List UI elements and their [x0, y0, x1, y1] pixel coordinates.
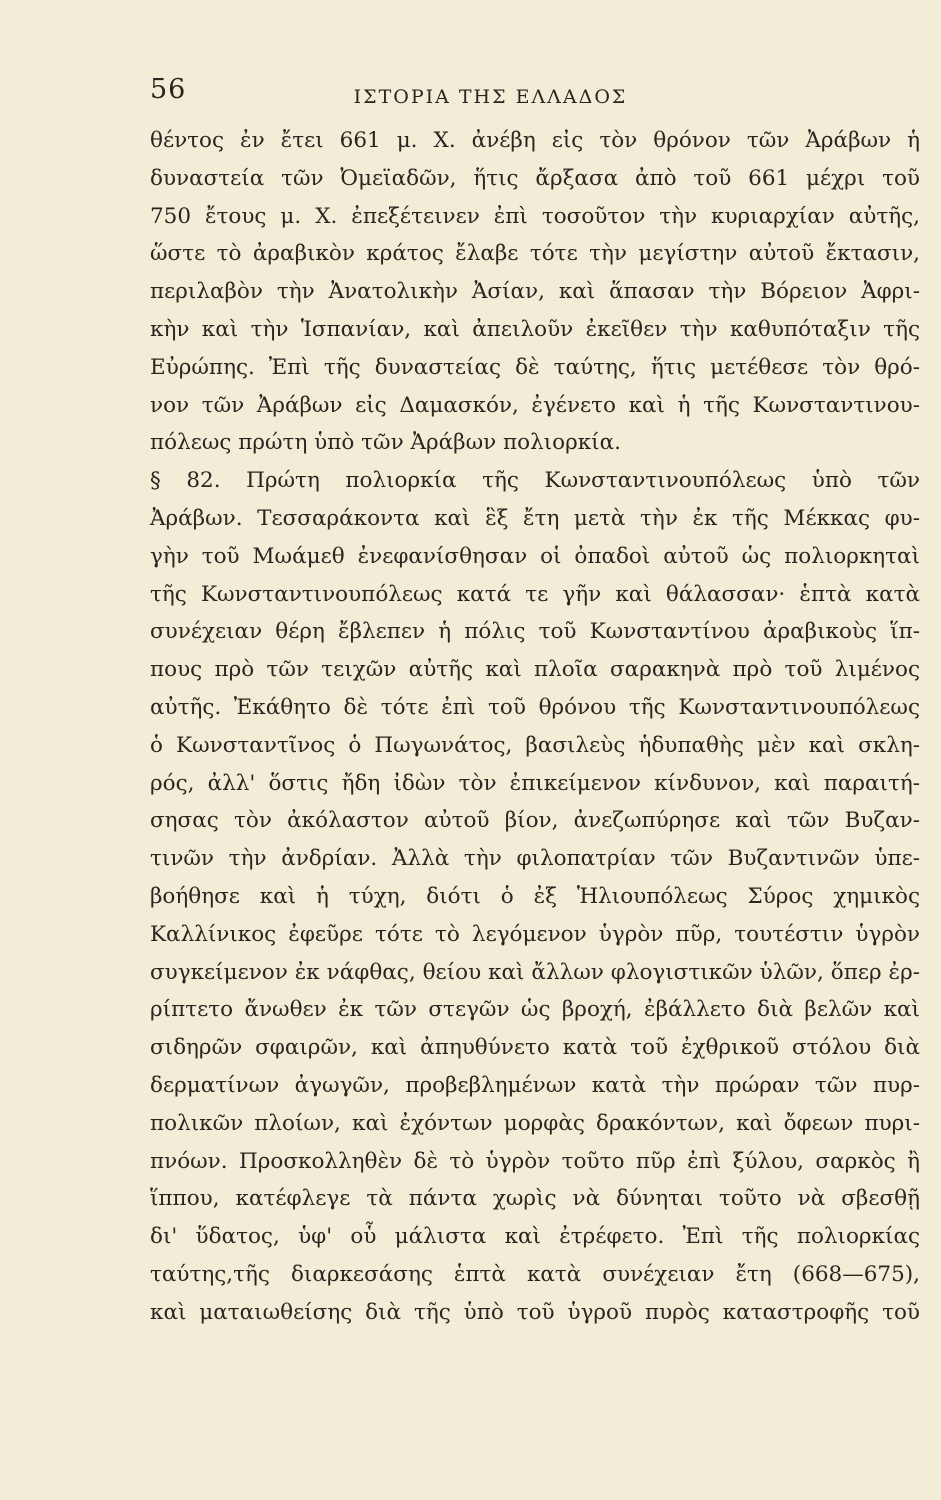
text-line: θέντος ἐν ἔτει 661 μ. Χ. ἀνέβη εἰς τὸν θρόνον τῶν Ἀράβων ἡ: [150, 128, 920, 153]
text-line: ρίπτετο ἄνωθεν ἐκ τῶν στεγῶν ὡς βροχή, ἐβάλλετο διὰ βελῶν καὶ: [150, 997, 920, 1023]
text-line: σιδηρῶν σφαιρῶν, καὶ ἀπηυθύνετο κατὰ τοῦ ἐχθρικοῦ στόλου διὰ: [150, 1035, 920, 1061]
text-line: σησας τὸν ἀκόλαστον αὐτοῦ βίον, ἀνεζωπύρησε καὶ τῶν Βυζαν-: [150, 808, 920, 834]
text-line: ἵππου, κατέφλεγε τὰ πάντα χωρὶς νὰ δύνηται τοῦτο νὰ σβεσθῇ: [150, 1186, 920, 1212]
text-line: βοήθησε καὶ ἡ τύχη, διότι ὁ ἐξ Ἡλιουπόλεως Σύρος χημικὸς: [150, 883, 920, 909]
text-line: Καλλίνικος ἐφεῦρε τότε τὸ λεγόμενον ὑγρὸν πῦρ, τουτέστιν ὑγρὸν: [150, 921, 920, 947]
section-heading-line: § 82. Πρώτη πολιορκία τῆς Κωνσταντινουπόλεως ὑπὸ τῶν: [150, 468, 920, 494]
text-line: συγκείμενον ἐκ νάφθας, θείου καὶ ἄλλων φλογιστικῶν ὑλῶν, ὅπερ ἐρ-: [150, 959, 920, 985]
text-line: νον τῶν Ἀράβων εἰς Δαμασκόν, ἐγένετο καὶ ἡ τῆς Κωνσταντινου-: [150, 392, 920, 418]
text-line: καὶ ματαιωθείσης διὰ τῆς ὑπὸ τοῦ ὑγροῦ πυρὸς καταστροφῆς τοῦ: [150, 1299, 920, 1325]
text-line: συνέχειαν θέρη ἔβλεπεν ἡ πόλις τοῦ Κωνσταντίνου ἀραβικοὺς ἵπ-: [150, 619, 920, 645]
text-line: ταύτης,τῆς διαρκεσάσης ἑπτὰ κατὰ συνέχειαν ἔτη (668—675),: [150, 1261, 920, 1287]
text-line: πνόων. Προσκολληθὲν δὲ τὸ ὑγρὸν τοῦτο πῦρ ἐπὶ ξύλου, σαρκὸς ἢ: [150, 1148, 920, 1174]
text-line: δι' ὕδατος, ὑφ' οὗ μάλιστα καὶ ἐτρέφετο. Ἐπὶ τῆς πολιορκίας: [150, 1224, 920, 1250]
text-line: ὁ Κωνσταντῖνος ὁ Πωγωνάτος, βασιλεὺς ἡδυπαθὴς μὲν καὶ σκλη-: [150, 732, 920, 758]
page-number: 56: [150, 74, 187, 105]
text-line: πόλεως πρώτη ὑπὸ τῶν Ἀράβων πολιορκία.: [150, 430, 621, 456]
text-line: τινῶν τὴν ἀνδρίαν. Ἀλλὰ τὴν φιλοπατρίαν τῶν Βυζαντινῶν ὑπε-: [150, 846, 920, 872]
body-text: [150, 122, 920, 1332]
text-line: κὴν καὶ τὴν Ἱσπανίαν, καὶ ἀπειλοῦν ἐκεῖθεν τὴν καθυπόταξιν τῆς: [150, 316, 920, 342]
text-line: 750 ἔτους μ. Χ. ἐπεξέτεινεν ἐπὶ τοσοῦτον τὴν κυριαρχίαν αὐτῆς,: [150, 203, 920, 229]
text-line: πολικῶν πλοίων, καὶ ἐχόντων μορφὰς δρακόντων, καὶ ὄφεων πυρι-: [150, 1110, 920, 1136]
text-line: Ἀράβων. Τεσσαράκοντα καὶ ἓξ ἔτη μετὰ τὴν ἐκ τῆς Μέκκας φυ-: [150, 505, 920, 531]
text-line: Εὐρώπης. Ἐπὶ τῆς δυναστείας δὲ ταύτης, ἥτις μετέθεσε τὸν θρό-: [150, 354, 920, 380]
text-line: δερματίνων ἀγωγῶν, προβεβλημένων κατὰ τὴν πρώραν τῶν πυρ-: [150, 1072, 920, 1098]
running-title: ΙΣΤΟΡΙΑ ΤΗΣ ΕΛΛΑΔΟΣ: [353, 86, 628, 108]
text-line: ὥστε τὸ ἀραβικὸν κράτος ἔλαβε τότε τὴν μεγίστην αὐτοῦ ἔκτασιν,: [150, 241, 920, 267]
text-line: δυναστεία τῶν Ὀμεϊαδῶν, ἥτις ἄρξασα ἀπὸ τοῦ 661 μέχρι τοῦ: [150, 165, 920, 191]
text-line: ρός, ἀλλ' ὅστις ἤδη ἰδὼν τὸν ἐπικείμενον κίνδυνον, καὶ παραιτή-: [150, 770, 920, 796]
text-line: τῆς Κωνσταντινουπόλεως κατά τε γῆν καὶ θάλασσαν· ἑπτὰ κατὰ: [150, 581, 920, 607]
text-line: πους πρὸ τῶν τειχῶν αὐτῆς καὶ πλοῖα σαρακηνὰ πρὸ τοῦ λιμένος: [150, 657, 920, 683]
text-line: περιλαβὸν τὴν Ἀνατολικὴν Ἀσίαν, καὶ ἅπασαν τὴν Βόρειον Ἀφρι-: [150, 279, 920, 305]
text-line: αὐτῆς. Ἐκάθητο δὲ τότε ἐπὶ τοῦ θρόνου τῆς Κωνσταντινουπόλεως: [150, 694, 920, 720]
text-line: γὴν τοῦ Μωάμεθ ἐνεφανίσθησαν οἱ ὀπαδοὶ αὐτοῦ ὡς πολιορκηταὶ: [150, 543, 920, 569]
